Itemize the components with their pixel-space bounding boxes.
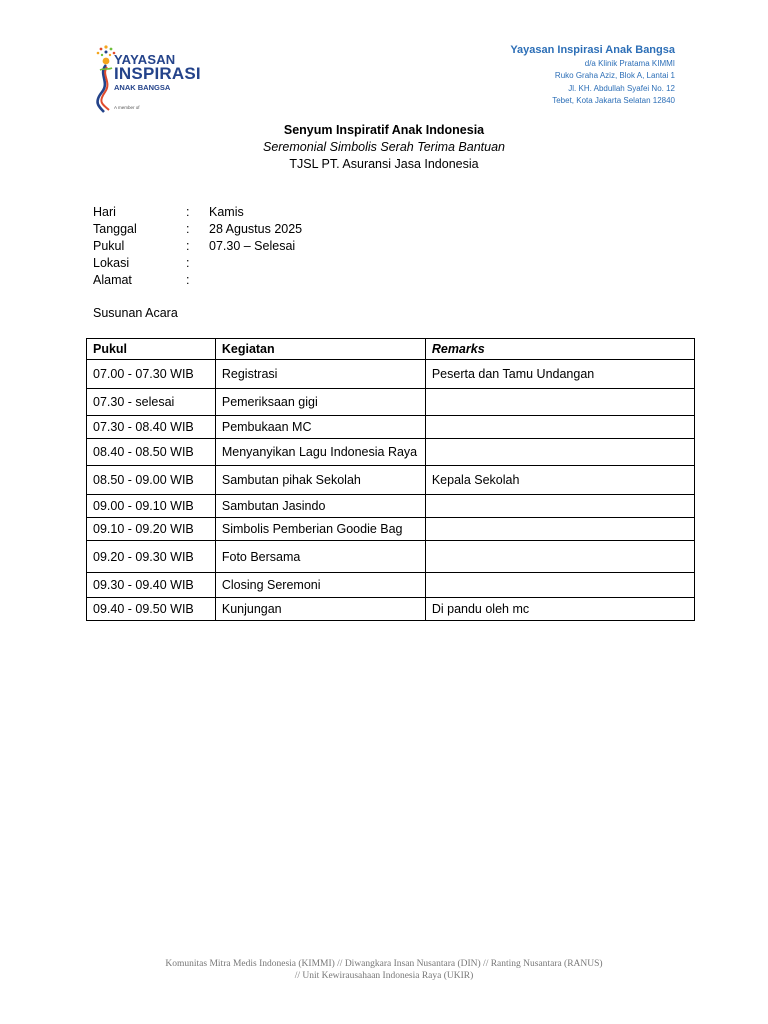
table-row (87, 416, 695, 439)
logo-tagline: A member of (114, 105, 140, 110)
info-label: Tanggal (93, 222, 137, 236)
table-row (87, 360, 695, 389)
activity-cell: Registrasi (215, 360, 425, 389)
activity-cell: Simbolis Pemberian Goodie Bag (215, 518, 425, 541)
event-sponsor: TJSL PT. Asuransi Jasa Indonesia (289, 157, 479, 171)
remarks-cell: Di pandu oleh mc (425, 598, 694, 621)
logo-word-1: YAYASAN (114, 52, 176, 67)
info-colon: : (186, 205, 190, 219)
time-cell: 07.30 - selesai (87, 389, 216, 416)
document-heading (0, 122, 768, 173)
page-footer (0, 958, 768, 982)
event-subtitle: Seremonial Simbolis Serah Terima Bantuan (262, 140, 506, 154)
address-line: Tebet, Kota Jakarta Selatan 12840 (552, 95, 675, 105)
info-colon: : (186, 256, 190, 270)
info-label: Hari (93, 205, 116, 219)
column-header-time: Pukul (87, 339, 216, 360)
foundation-logo (92, 44, 202, 116)
table-row (87, 573, 695, 598)
time-cell: 09.40 - 09.50 WIB (87, 598, 216, 621)
activity-cell: Sambutan Jasindo (215, 495, 425, 518)
schedule-title: Susunan Acara (93, 306, 178, 320)
remarks-cell (425, 389, 694, 416)
info-label: Lokasi (93, 256, 130, 270)
remarks-cell (425, 541, 694, 573)
remarks-cell (425, 439, 694, 466)
activity-cell: Sambutan pihak Sekolah (215, 466, 425, 495)
remarks-cell: Kepala Sekolah (425, 466, 694, 495)
activity-cell: Pembukaan MC (215, 416, 425, 439)
activity-cell: Closing Seremoni (215, 573, 425, 598)
time-cell: 08.40 - 08.50 WIB (87, 439, 216, 466)
activity-cell: Menyanyikan Lagu Indonesia Raya (215, 439, 425, 466)
time-cell: 09.10 - 09.20 WIB (87, 518, 216, 541)
info-colon: : (186, 273, 190, 287)
table-row (87, 598, 695, 621)
table-row (87, 518, 695, 541)
logo-word-2: INSPIRASI (114, 64, 201, 83)
info-colon: : (186, 239, 190, 253)
activity-cell: Pemeriksaan gigi (215, 389, 425, 416)
remarks-cell (425, 495, 694, 518)
info-label: Pukul (93, 239, 125, 253)
time-cell: 09.20 - 09.30 WIB (87, 541, 216, 573)
activity-cell: Foto Bersama (215, 541, 425, 573)
info-label: Alamat (93, 273, 132, 287)
info-value: 07.30 – Selesai (209, 239, 296, 253)
organization-name: Yayasan Inspirasi Anak Bangsa (510, 44, 675, 56)
column-header-remarks: Remarks (425, 339, 694, 360)
column-header-activity: Kegiatan (215, 339, 425, 360)
remarks-cell (425, 518, 694, 541)
activity-cell: Kunjungan (215, 598, 425, 621)
time-cell: 09.30 - 09.40 WIB (87, 573, 216, 598)
info-colon: : (186, 222, 190, 236)
remarks-cell: Peserta dan Tamu Undangan (425, 360, 694, 389)
logo-word-3: ANAK BANGSA (114, 83, 171, 92)
remarks-cell (425, 573, 694, 598)
table-row (87, 439, 695, 466)
event-title: Senyum Inspiratif Anak Indonesia (283, 123, 485, 137)
time-cell: 07.30 - 08.40 WIB (87, 416, 216, 439)
table-header-row (87, 339, 695, 360)
time-cell: 08.50 - 09.00 WIB (87, 466, 216, 495)
logo-figure-icon (92, 44, 116, 116)
table-row (87, 495, 695, 518)
address-line: Jl. KH. Abdullah Syafei No. 12 (568, 83, 675, 93)
footer-line: Komunitas Mitra Medis Indonesia (KIMMI) // Diwangkara Insan Nusantara (DIN) // Ranting Nusantara (RANUS) (165, 959, 603, 969)
table-row (87, 466, 695, 495)
table-row (87, 389, 695, 416)
time-cell: 07.00 - 07.30 WIB (87, 360, 216, 389)
organization-address (510, 42, 675, 107)
schedule-table (86, 338, 695, 621)
time-cell: 09.00 - 09.10 WIB (87, 495, 216, 518)
footer-line: // Unit Kewirausahaan Indonesia Raya (UKIR) (294, 971, 474, 981)
info-value: 28 Agustus 2025 (209, 222, 303, 236)
table-row (87, 541, 695, 573)
remarks-cell (425, 416, 694, 439)
address-line: Ruko Graha Aziz, Blok A, Lantai 1 (554, 71, 675, 81)
address-line: d/a Klinik Pratama KIMMI (584, 59, 675, 68)
info-value: Kamis (209, 205, 244, 219)
